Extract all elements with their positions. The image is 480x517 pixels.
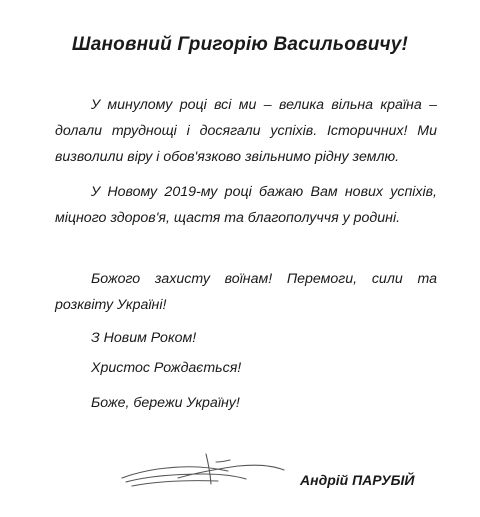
signer-name: Андрій ПАРУБІЙ: [300, 472, 415, 488]
paragraph-defenders: Божого захисту воїнам! Перемоги, сили та розквіту Україні!: [55, 271, 437, 313]
line-christmas: Христос Рождається!: [91, 360, 242, 376]
handwritten-signature: [118, 448, 288, 490]
letter-salutation: Шановний Григорію Васильовичу!: [71, 34, 409, 55]
paragraph-wishes: У Новому 2019-му році бажаю Вам нових успіхів, міцного здоров'я, щастя та благополуччя у родині.: [55, 184, 437, 226]
line-new-year: З Новим Роком!: [91, 330, 197, 346]
paragraph-achievements: У минулому році всі ми – велика вільна країна – долали труднощі і досягали успіхів. Історичних! Ми визволили віру і обов'язково звільнимо рідну землю.: [55, 97, 437, 165]
line-prayer: Боже, бережи Україну!: [91, 395, 240, 411]
